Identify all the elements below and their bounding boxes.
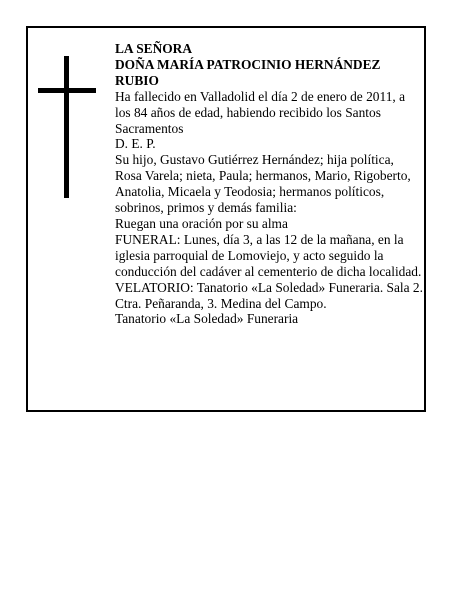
obituary-notice bbox=[26, 26, 426, 412]
notice-text bbox=[115, 41, 423, 327]
velatorio-details: VELATORIO: Tanatorio «La Soledad» Funeraria. Sala 2. Ctra. Peñaranda, 3. Medina del Campo. bbox=[115, 279, 423, 311]
prayer-request: Ruegan una oración por su alma bbox=[115, 215, 288, 231]
cross-vertical-bar bbox=[64, 56, 69, 198]
family-list: Su hijo, Gustavo Gutiérrez Hernández; hija política, Rosa Varela; nieta, Paula; hermanos, Mario, Rigoberto, Anatolia, Micaela y Teodosia; hermanos políticos, sobrinos, primos y demás familia: bbox=[115, 152, 411, 216]
dep-line: D. E. P. bbox=[115, 136, 156, 152]
funeral-details: FUNERAL: Lunes, día 3, a las 12 de la mañana, en la iglesia parroquial de Lomoviejo, y acto seguido la conducción del cadáver al cementerio de dicha localidad. bbox=[115, 231, 422, 279]
death-announcement: Ha fallecido en Valladolid el día 2 de enero de 2011, a los 84 años de edad, habiendo recibido los Santos Sacramentos bbox=[115, 88, 406, 136]
latin-cross-icon bbox=[38, 56, 98, 198]
heading-title: LA SEÑORA bbox=[115, 41, 193, 56]
funeral-home-signature: Tanatorio «La Soledad» Funeraria bbox=[115, 311, 299, 327]
cross-horizontal-bar bbox=[38, 88, 96, 93]
deceased-name: DOÑA MARÍA PATROCINIO HERNÁNDEZ RUBIO bbox=[115, 56, 381, 88]
